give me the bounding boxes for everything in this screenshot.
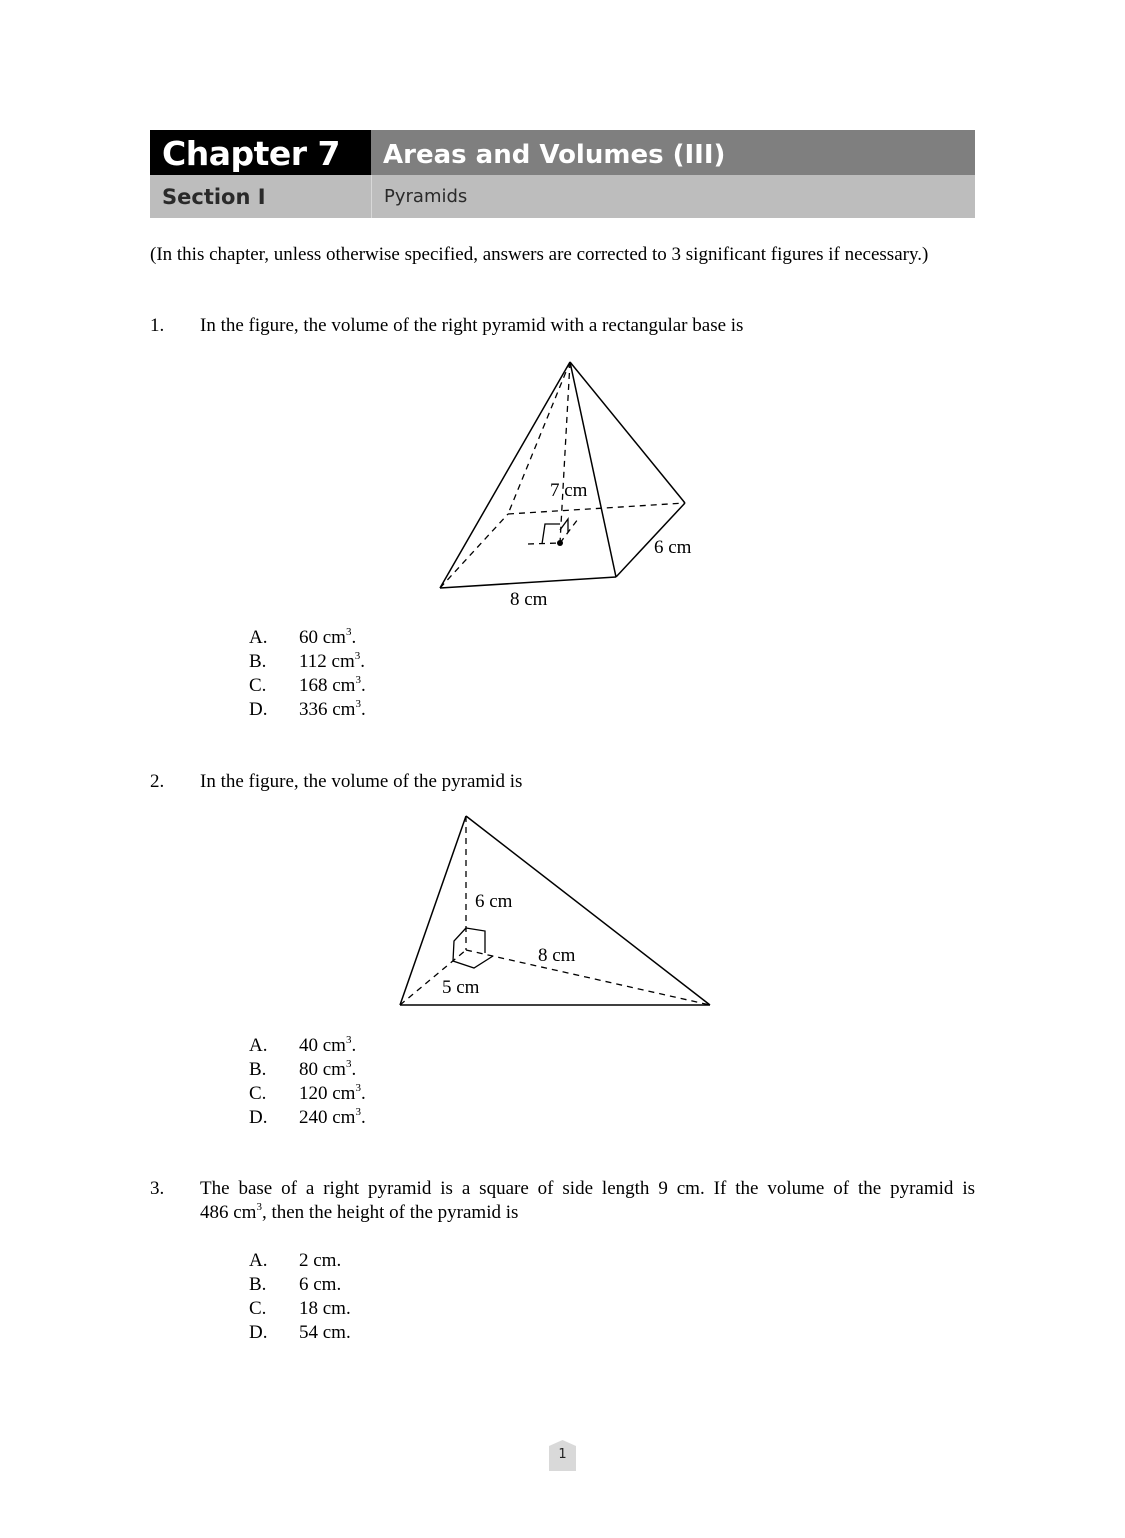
right-angle-mark	[453, 928, 493, 968]
height-label: 6 cm	[475, 891, 513, 912]
length-label: 8 cm	[510, 589, 548, 610]
question-3-text	[200, 1177, 975, 1225]
question-3-line-1: The base of a right pyramid is a square of side length 9 cm. If the volume of the pyramid is	[200, 1178, 975, 1199]
intro-note: (In this chapter, unless otherwise specified, answers are corrected to 3 significant figures if necessary.)	[150, 244, 929, 265]
height-label: 7 cm	[550, 480, 588, 501]
edge2-label: 5 cm	[442, 977, 480, 998]
question-1-text: In the figure, the volume of the right pyramid with a rectangular base is	[200, 315, 744, 336]
question-3-number: 3.	[150, 1178, 165, 1199]
edge1-label: 8 cm	[538, 945, 576, 966]
section-label: Section I	[162, 185, 266, 209]
question-3-line-2: 486 $cm^3$, then the height of the pyramid is	[200, 1201, 519, 1223]
chapter-title: Areas and Volumes (III)	[371, 130, 975, 175]
question-1-number: 1.	[150, 315, 165, 336]
right-angle-mark	[466, 928, 485, 953]
page-number-badge	[549, 1440, 576, 1471]
question-2-text: In the figure, the volume of the pyramid is	[200, 771, 523, 792]
chapter-label: Chapter 7	[150, 130, 371, 175]
width-label: 6 cm	[654, 537, 692, 558]
question-2-number: 2.	[150, 771, 165, 792]
section-title: Pyramids	[384, 186, 468, 207]
page-number: 1	[558, 1447, 567, 1462]
